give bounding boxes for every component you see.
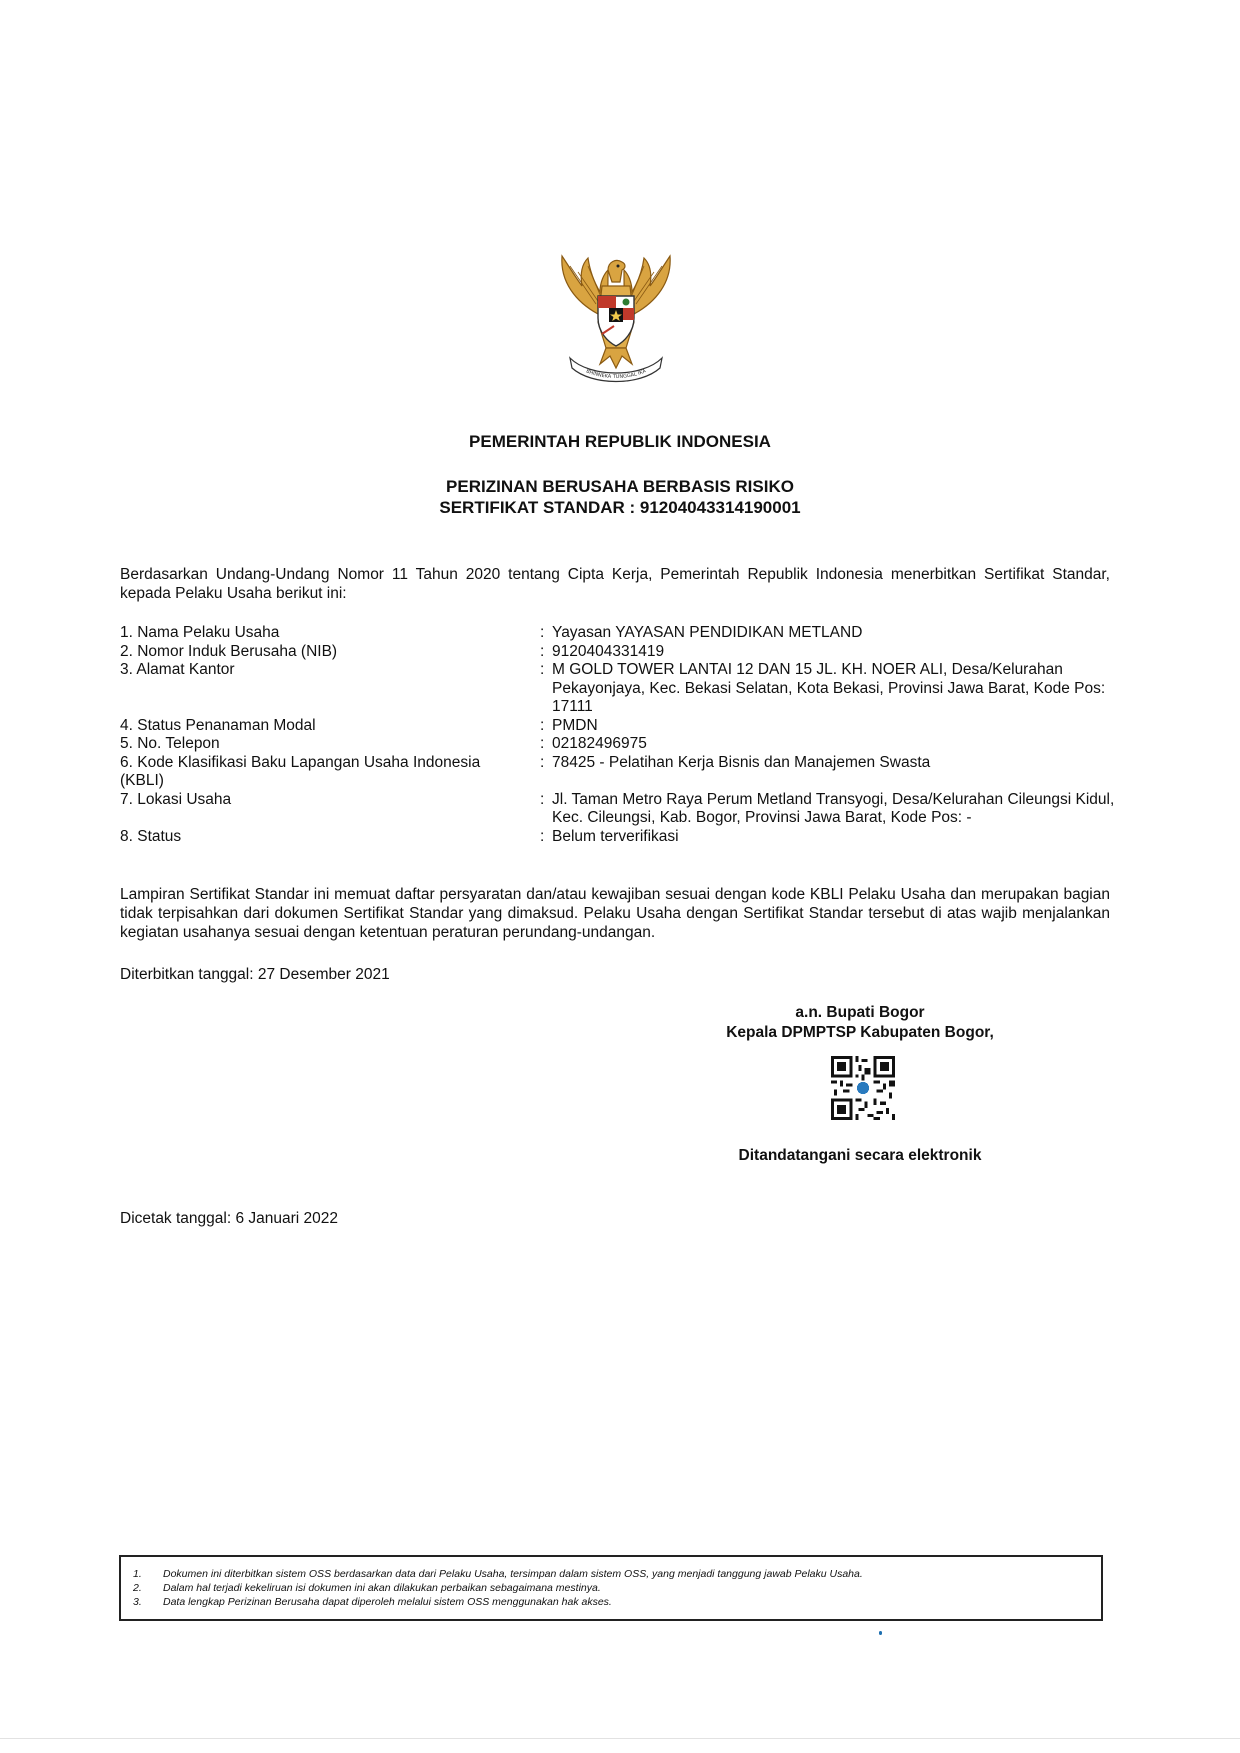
document-title-block bbox=[0, 476, 1240, 518]
field-label: 7. Lokasi Usaha bbox=[120, 790, 232, 808]
closing-paragraph: Lampiran Sertifikat Standar ini memuat daftar persyaratan dan/atau kewajiban sesuai dengan kode KBLI Pelaku Usaha dan merupakan bagian tidak terpisahkan dari dokumen Sertifikat Standar yang dimaksud. Pelaku Usaha dengan Sertifikat Standar tersebut di atas wajib menjalankan kegiatan usahanya sesuai dengan ketentuan peraturan perundang-undangan. bbox=[120, 886, 1110, 941]
field-label: 4. Status Penanaman Modal bbox=[120, 716, 316, 734]
scan-speck bbox=[879, 1631, 882, 1635]
footnote-number: 2. bbox=[133, 1582, 142, 1594]
field-value: 78425 - Pelatihan Kerja Bisnis dan Manajemen Swasta bbox=[552, 753, 931, 771]
issued-date: Diterbitkan tanggal: 27 Desember 2021 bbox=[120, 966, 390, 983]
field-row: 8. Status : Belum terverifikasi bbox=[120, 828, 1120, 847]
field-value: 9120404331419 bbox=[552, 642, 665, 660]
footnote-item bbox=[133, 1581, 1089, 1595]
field-label: 2. Nomor Induk Berusaha (NIB) bbox=[120, 642, 338, 660]
field-label: 6. Kode Klasifikasi Baku Lapangan Usaha Indonesia (KBLI) bbox=[120, 753, 481, 789]
certificate-number: SERTIFIKAT STANDAR : 91204043314190001 bbox=[439, 498, 801, 517]
field-row: 3. Alamat Kantor : M GOLD TOWER LANTAI 12 DAN 15 JL. KH. NOER ALI, Desa/Kelurahan Pekayonjaya, Kec. Bekasi Selatan, Kota Bekasi, Provinsi Jawa Barat, Kode Pos: 17111 bbox=[120, 661, 1120, 717]
footnote-text: Dokumen ini diterbitkan sistem OSS berdasarkan data dari Pelaku Usaha, tersimpan dalam sistem OSS, yang menjadi tanggung jawab Pelaku Usaha. bbox=[163, 1568, 863, 1580]
signatory-title: Kepala DPMPTSP Kabupaten Bogor, bbox=[726, 1023, 994, 1041]
field-value: Yayasan YAYASAN PENDIDIKAN METLAND bbox=[552, 624, 863, 641]
footnote-item bbox=[133, 1567, 1089, 1581]
field-label: 8. Status bbox=[120, 827, 182, 845]
field-value: Belum terverifikasi bbox=[552, 827, 679, 845]
qr-code-icon bbox=[831, 1056, 895, 1120]
field-value: PMDN bbox=[552, 716, 598, 734]
footnote-text: Dalam hal terjadi kekeliruan isi dokumen ini akan dilakukan perbaikan sebagaimana mestinya. bbox=[163, 1582, 601, 1594]
garuda-emblem-icon bbox=[546, 252, 686, 400]
footnote-box bbox=[119, 1555, 1103, 1621]
field-label: 5. No. Telepon bbox=[120, 735, 220, 752]
field-row: 6. Kode Klasifikasi Baku Lapangan Usaha Indonesia (KBLI) : 78425 - Pelatihan Kerja Bisnis dan Manajemen Swasta bbox=[120, 754, 1120, 791]
field-row: 1. Nama Pelaku Usaha : Yayasan YAYASAN PENDIDIKAN METLAND bbox=[120, 624, 1120, 643]
printed-date: Dicetak tanggal: 6 Januari 2022 bbox=[120, 1210, 339, 1227]
business-details bbox=[120, 624, 1120, 846]
field-value: 02182496975 bbox=[552, 735, 647, 752]
footnote-text: Data lengkap Perizinan Berusaha dapat diperoleh melalui sistem OSS menggunakan hak akses. bbox=[163, 1596, 612, 1608]
footnote-item bbox=[133, 1595, 1089, 1609]
signatory-on-behalf: a.n. Bupati Bogor bbox=[795, 1004, 925, 1021]
intro-paragraph: Berdasarkan Undang-Undang Nomor 11 Tahun 2020 tentang Cipta Kerja, Pemerintah Republik Indonesia menerbitkan Sertifikat Standar, kepada Pelaku Usaha berikut ini: bbox=[120, 566, 1110, 602]
document-title: PERIZINAN BERUSAHA BERBASIS RISIKO bbox=[446, 477, 794, 496]
government-heading: PEMERINTAH REPUBLIK INDONESIA bbox=[469, 432, 771, 451]
footnote-number: 1. bbox=[133, 1568, 142, 1580]
field-label: 3. Alamat Kantor bbox=[120, 661, 235, 678]
field-label: 1. Nama Pelaku Usaha bbox=[120, 624, 280, 641]
scan-edge-line bbox=[0, 1738, 1240, 1739]
emblem-motto: BHINNEKA TUNGGAL IKA bbox=[585, 368, 647, 381]
electronic-signature-note: Ditandatangani secara elektronik bbox=[738, 1147, 982, 1164]
field-row: 7. Lokasi Usaha : Jl. Taman Metro Raya Perum Metland Transyogi, Desa/Kelurahan Cileungsi Kidul, Kec. Cileungsi, Kab. Bogor, Provinsi Jawa Barat, Kode Pos: - bbox=[120, 791, 1120, 828]
field-row: 2. Nomor Induk Berusaha (NIB) : 9120404331419 bbox=[120, 643, 1120, 662]
field-row: 4. Status Penanaman Modal : PMDN bbox=[120, 717, 1120, 736]
footnote-number: 3. bbox=[133, 1596, 142, 1608]
field-value: Jl. Taman Metro Raya Perum Metland Transyogi, Desa/Kelurahan Cileungsi Kidul, Kec. Cileungsi, Kab. Bogor, Provinsi Jawa Barat, Kode Pos: - bbox=[552, 790, 1115, 826]
field-row: 5. No. Telepon : 02182496975 bbox=[120, 735, 1120, 754]
field-value: M GOLD TOWER LANTAI 12 DAN 15 JL. KH. NOER ALI, Desa/Kelurahan Pekayonjaya, Kec. Bekasi Selatan, Kota Bekasi, Provinsi Jawa Barat, Kode Pos: 17111 bbox=[552, 661, 1106, 715]
signatory-block bbox=[660, 1003, 1060, 1042]
